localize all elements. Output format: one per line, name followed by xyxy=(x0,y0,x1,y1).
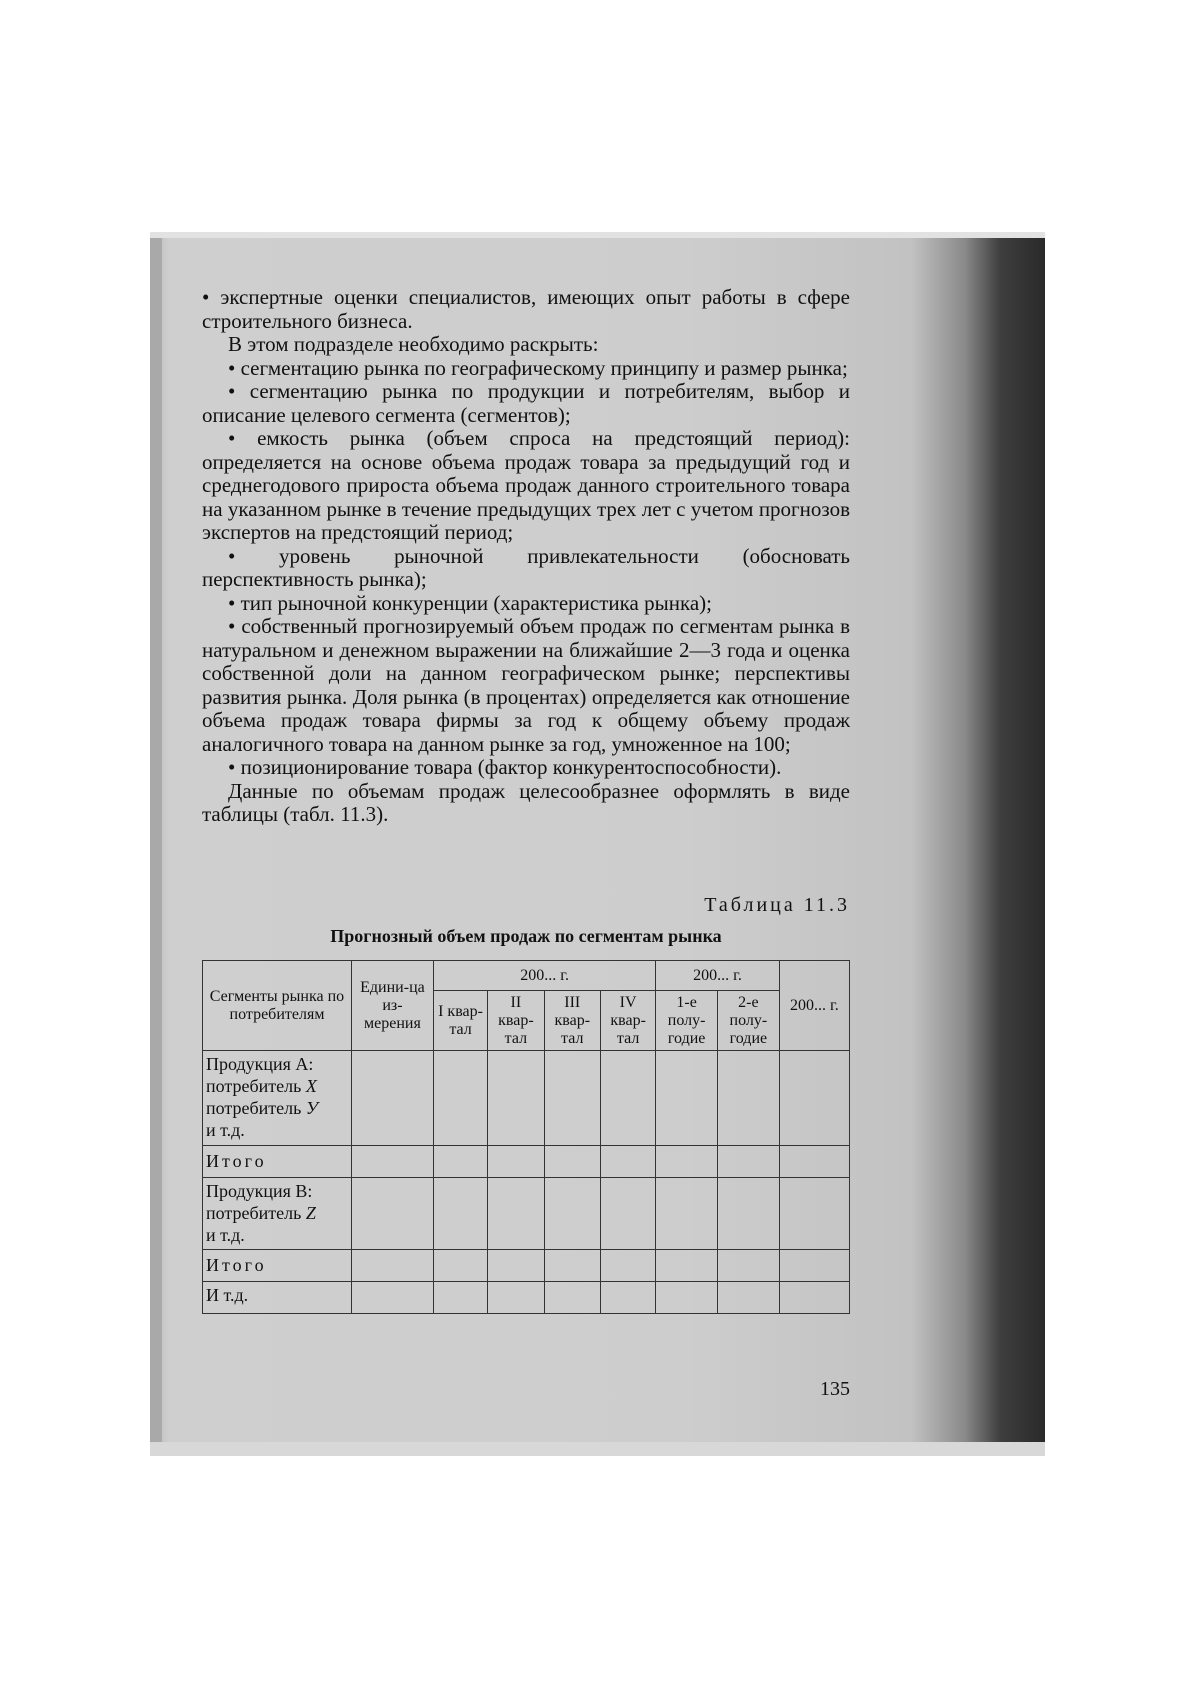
page-top-edge xyxy=(150,232,1045,238)
body-text xyxy=(202,286,850,827)
paragraph: В этом подразделе необходимо раскрыть: xyxy=(228,332,599,356)
book-page xyxy=(150,238,1045,1456)
table-caption: Таблица 11.3 xyxy=(704,894,850,916)
table-title: Прогнозный объем продаж по сегментам рынка xyxy=(330,926,722,946)
segment-line: и т.д. xyxy=(206,1120,245,1140)
etc-cell: И т.д. xyxy=(203,1282,352,1314)
paragraph: • сегментацию рынка по географическому принципу и размер рынка; xyxy=(228,355,848,380)
segment-text: потребитель xyxy=(206,1076,306,1096)
header-segments: Сегменты рынка по потребителям xyxy=(203,961,352,1051)
header-h2: 2-е полу-годие xyxy=(718,991,780,1051)
segment-line xyxy=(206,1202,348,1224)
page-number: 135 xyxy=(820,1378,850,1400)
segment-variable: Z xyxy=(305,1203,316,1223)
segment-cell xyxy=(203,1178,352,1250)
paragraph: • сегментацию рынка по продукции и потребителям, выбор и описание целевого сегмента (сегментов); xyxy=(202,379,850,427)
table-row xyxy=(203,1250,850,1282)
paragraph: • собственный прогнозируемый объем продаж по сегментам рынка в натуральном и денежном выражении на ближайшие 2—3 года и оценка собственной доли на данном географическом рынке; перспективы развития рынка. Доля рынка (в процентах) определяется как отношение объема продаж товара фирмы за год к общему объему продаж аналогичного товара на данном рынке за год, умноженное на 100; xyxy=(202,614,850,756)
segment-variable: У xyxy=(305,1098,318,1118)
total-cell: Итого xyxy=(203,1250,352,1282)
table-row xyxy=(203,1146,850,1178)
segment-line xyxy=(206,1075,348,1097)
paragraph: • позиционирование товара (фактор конкурентоспособности). xyxy=(228,755,782,779)
table-row xyxy=(203,1051,850,1146)
table-row xyxy=(203,1178,850,1250)
header-q3: III квар-тал xyxy=(544,991,600,1051)
sales-forecast-table xyxy=(202,960,850,1314)
segment-text: потребитель xyxy=(206,1203,306,1223)
segment-line: Продукция В: xyxy=(206,1181,313,1201)
total-cell: Итого xyxy=(203,1146,352,1178)
header-q2: II квар-тал xyxy=(488,991,544,1051)
table-row xyxy=(203,1282,850,1314)
header-year-1: 200... г. xyxy=(433,961,655,991)
header-year-2: 200... г. xyxy=(656,961,779,991)
segment-line: Продукция А: xyxy=(206,1054,314,1074)
page-bottom-edge xyxy=(150,1442,1045,1456)
page-left-edge xyxy=(150,238,162,1456)
segment-cell xyxy=(203,1051,352,1146)
paragraph: • уровень рыночной привлекательности (обосновать перспективность рынка); xyxy=(202,543,850,591)
header-h1: 1-е полу-годие xyxy=(656,991,718,1051)
header-q1: I квар-тал xyxy=(433,991,487,1051)
paragraph: • емкость рынка (объем спроса на предстоящий период): определяется на основе объема продаж товара за предыдущий год и среднегодового прироста объема продаж данного строительного товара на указанном рынке в течение предыдущих трех лет с учетом прогнозов экспертов на предстоящий период; xyxy=(202,426,850,544)
header-q4: IV квар-тал xyxy=(600,991,655,1051)
paragraph: Данные по объемам продаж целесообразнее оформлять в виде таблицы (табл. 11.3). xyxy=(202,778,850,826)
paragraph: • экспертные оценки специалистов, имеющих опыт работы в сфере строительного бизнеса. xyxy=(202,285,850,333)
segment-text: потребитель xyxy=(206,1098,306,1118)
segment-line xyxy=(206,1097,348,1119)
paragraph: • тип рыночной конкуренции (характеристика рынка); xyxy=(228,590,712,615)
header-unit: Едини-ца из-мерения xyxy=(351,961,433,1051)
segment-line: и т.д. xyxy=(206,1225,245,1245)
segment-variable: X xyxy=(305,1076,317,1096)
header-year-3: 200... г. xyxy=(779,961,849,1051)
